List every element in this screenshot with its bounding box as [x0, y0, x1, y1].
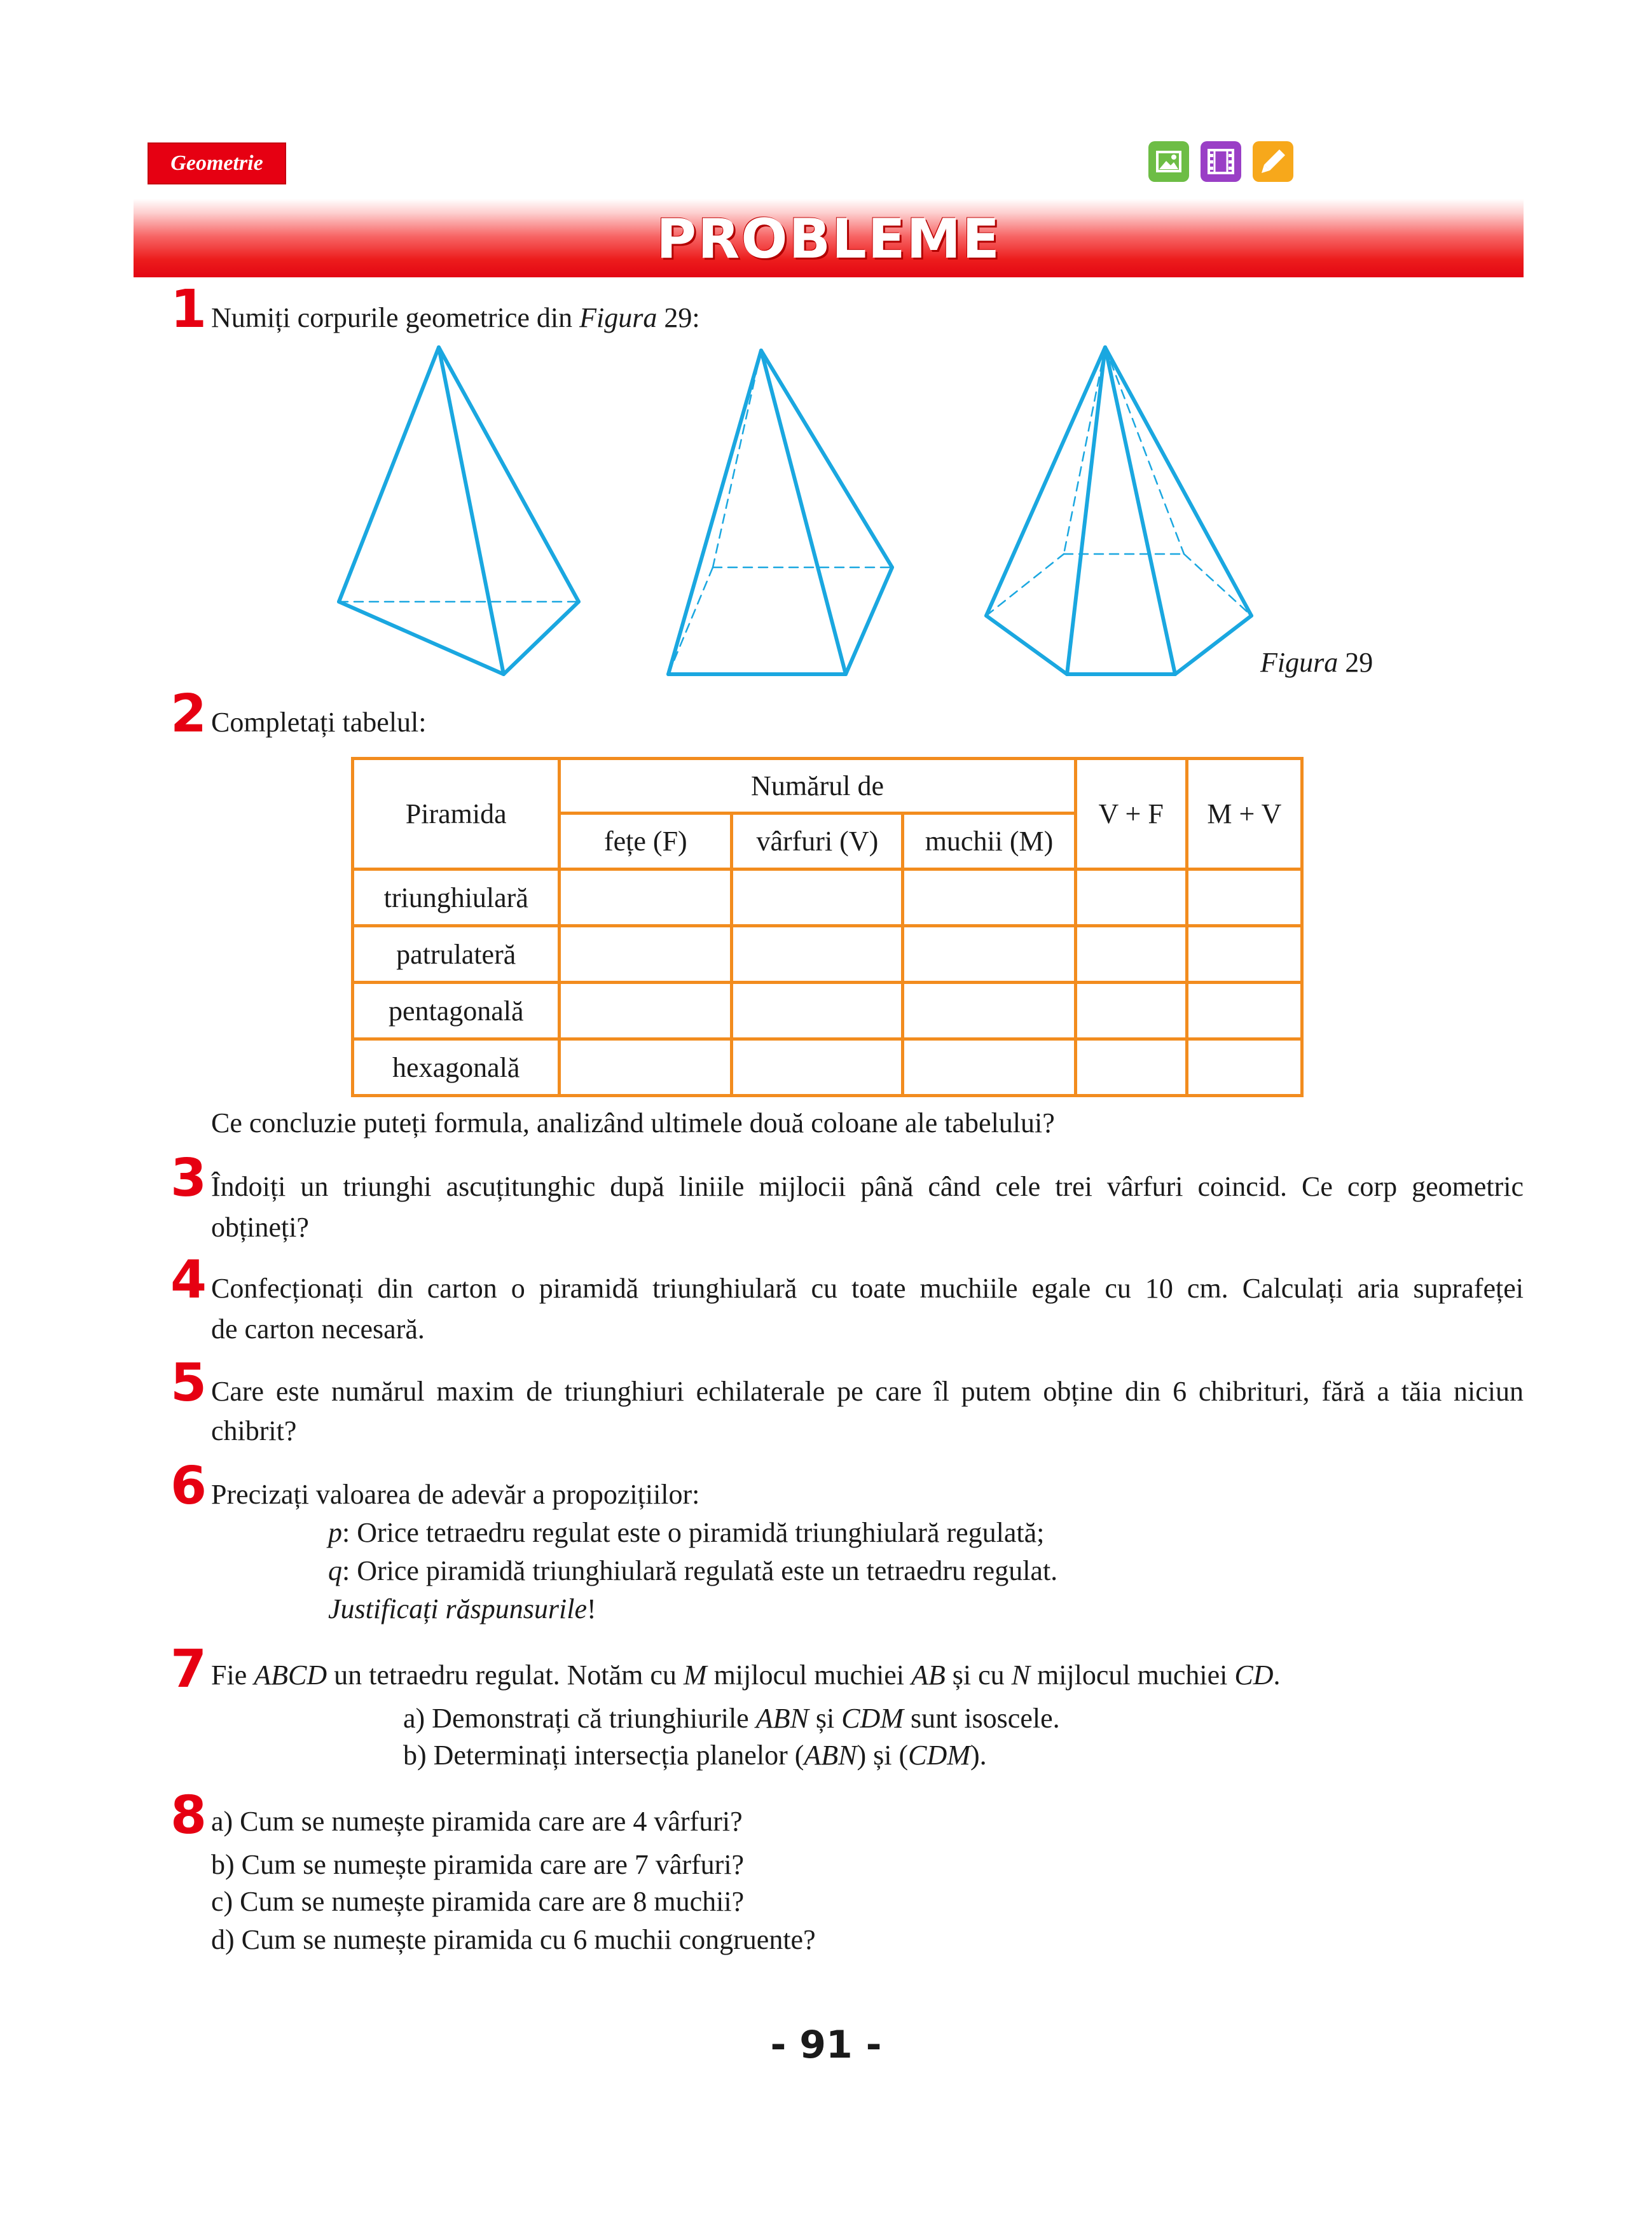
banner-title: PROBLEME	[656, 207, 1001, 271]
header-piramida: Piramida	[353, 759, 560, 869]
pentagonal-pyramid	[986, 347, 1251, 674]
empty-cell[interactable]	[732, 983, 903, 1039]
row-label: triunghiulară	[353, 869, 560, 926]
header-numarul-de: Numărul de	[560, 759, 1075, 814]
problem-8-part-b: b) Cum se numește piramida care are 7 vârfuri?	[211, 1849, 745, 1880]
pyramid-figure	[318, 331, 1272, 687]
triangular-pyramid	[339, 347, 579, 674]
problem-8-part-c: c) Cum se numește piramida care are 8 muchii?	[211, 1886, 745, 1917]
table-row	[353, 926, 1302, 983]
problem-3-line-2: obțineți?	[211, 1212, 309, 1243]
pencil-icon[interactable]	[1253, 141, 1293, 182]
problem-number-8: 8	[170, 1785, 207, 1846]
empty-cell[interactable]	[903, 869, 1075, 926]
problem-6-text: Precizați valoarea de adevăr a propozițiilor:	[211, 1479, 700, 1510]
empty-cell[interactable]	[560, 926, 732, 983]
header-v-plus-f: V + F	[1075, 759, 1187, 869]
header-m-plus-v: M + V	[1187, 759, 1302, 869]
problem-4-line-1: Confecționați din carton o piramidă triunghiulară cu toate muchiile egale cu 10 cm. Calculați aria suprafeței	[211, 1273, 1524, 1304]
empty-cell[interactable]	[560, 1039, 732, 1096]
problem-5-line-2: chibrit?	[211, 1415, 297, 1446]
table-row	[353, 1039, 1302, 1096]
header-muchii: muchii (M)	[903, 814, 1075, 869]
empty-cell[interactable]	[560, 869, 732, 926]
empty-cell[interactable]	[903, 1039, 1075, 1096]
problem-5-line-1: Care este numărul maxim de triunghiuri echilaterale pe care îl putem obține din 6 chibrituri, fără a tăia niciun	[211, 1376, 1524, 1407]
problem-8-part-d: d) Cum se numește piramida cu 6 muchii congruente?	[211, 1924, 816, 1955]
empty-cell[interactable]	[903, 983, 1075, 1039]
empty-cell[interactable]	[732, 869, 903, 926]
problem-4-line-2: de carton necesară.	[211, 1313, 425, 1345]
title-banner	[134, 198, 1524, 277]
empty-cell[interactable]	[1075, 1039, 1187, 1096]
chapter-tag: Geometrie	[148, 142, 286, 184]
row-label: hexagonală	[353, 1039, 560, 1096]
problem-number-7: 7	[170, 1639, 207, 1700]
problem-number-2: 2	[170, 684, 207, 744]
problem-3-line-1: Îndoiți un triunghi ascuțitunghic după liniile mijlocii până când cele trei vârfuri coincid. Ce corp geometric	[211, 1171, 1524, 1202]
problem-8-part-a: a) Cum se numește piramida care are 4 vârfuri?	[211, 1806, 743, 1837]
empty-cell[interactable]	[732, 926, 903, 983]
problem-number-5: 5	[170, 1353, 207, 1413]
table-row	[353, 983, 1302, 1039]
image-icon[interactable]	[1148, 141, 1189, 182]
proposition-p: p: Orice tetraedru regulat este o piramidă triunghiulară regulată;	[328, 1517, 1045, 1548]
row-label: pentagonală	[353, 983, 560, 1039]
empty-cell[interactable]	[1075, 926, 1187, 983]
problem-number-3: 3	[170, 1148, 207, 1208]
pyramid-table	[351, 757, 1304, 1097]
header-varfuri: vârfuri (V)	[732, 814, 903, 869]
quadrilateral-pyramid	[668, 350, 892, 674]
problem-2-text: Completați tabelul:	[211, 707, 427, 738]
empty-cell[interactable]	[1075, 869, 1187, 926]
empty-cell[interactable]	[903, 926, 1075, 983]
justify-answers: Justificați răspunsurile!	[328, 1593, 596, 1624]
problem-number-4: 4	[170, 1250, 207, 1310]
problem-number-6: 6	[170, 1456, 207, 1516]
proposition-q: q: Orice piramidă triunghiulară regulată este un tetraedru regulat.	[328, 1555, 1058, 1586]
problem-number-1: 1	[170, 279, 207, 340]
table-header-row	[353, 759, 1302, 814]
empty-cell[interactable]	[1187, 1039, 1302, 1096]
empty-cell[interactable]	[560, 983, 732, 1039]
problem-7-text: Fie ABCD un tetraedru regulat. Notăm cu M mijlocul muchiei AB și cu N mijlocul muchiei CD.	[211, 1659, 1281, 1691]
figure-caption: Figura 29	[1260, 647, 1373, 678]
row-label: patrulateră	[353, 926, 560, 983]
empty-cell[interactable]	[1075, 983, 1187, 1039]
empty-cell[interactable]	[1187, 869, 1302, 926]
problem-2-question: Ce concluzie puteți formula, analizând ultimele două coloane ale tabelului?	[211, 1107, 1055, 1139]
problem-7-part-a: a) Demonstrați că triunghiurile ABN și CDM sunt isoscele.	[403, 1703, 1060, 1734]
problem-1-text: Numiți corpurile geometrice din Figura 29:	[211, 302, 700, 333]
page-number: - 91 -	[770, 2023, 882, 2067]
empty-cell[interactable]	[1187, 926, 1302, 983]
empty-cell[interactable]	[732, 1039, 903, 1096]
table-row	[353, 869, 1302, 926]
empty-cell[interactable]	[1187, 983, 1302, 1039]
problem-7-part-b: b) Determinați intersecția planelor (ABN) și (CDM).	[403, 1740, 987, 1771]
video-icon[interactable]	[1201, 141, 1241, 182]
header-fete: fețe (F)	[560, 814, 732, 869]
